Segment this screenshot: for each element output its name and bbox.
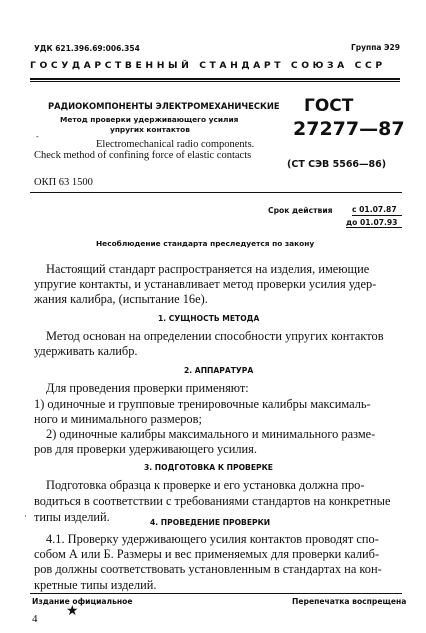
section-3-heading: 3. ПОДГОТОВКА К ПРОВЕРКЕ [144, 463, 273, 472]
section-4-heading: 4. ПРОВЕДЕНИЕ ПРОВЕРКИ [150, 518, 271, 527]
validity-label: Срок действия [268, 206, 333, 215]
section-2-line: ров для проверки удерживающего усилия. [34, 442, 257, 456]
intro-line: упругие контакты, и устанавливает метод проверки усилия удер- [34, 277, 377, 291]
section-3-line: водиться в соответствии с требованиями стандартов на конкретные [34, 494, 391, 508]
intro-line: жания калибра, (испытание 16е). [34, 292, 208, 306]
star-icon: ★ [66, 604, 79, 619]
gost-number: 27277—87 [293, 118, 405, 140]
header-rule-thick [30, 78, 400, 80]
margin-dot-mark: · [24, 511, 27, 521]
section-4-line: 4.1. Проверку удерживающего усилия контактов проводят спо- [46, 532, 379, 546]
section-1-line: удерживать калибр. [34, 344, 138, 358]
validity-underline-to [346, 227, 402, 228]
okp-rule [30, 192, 402, 193]
section-2-line: Для проведения проверки применяют: [46, 381, 249, 395]
header-rule-thin [30, 81, 400, 82]
section-2-line: 2) одиночные калибры максимального и минимального разме- [46, 427, 376, 441]
section-2-line: ного и минимального размеров; [34, 412, 202, 426]
udc-code: УДК 621.396.69:006.354 [34, 44, 140, 53]
group-code: Группа Э29 [350, 43, 400, 52]
state-standard-banner: ГОСУДАРСТВЕННЫЙ СТАНДАРТ СОЮЗА ССР [30, 60, 386, 71]
page-number: 4 [32, 613, 38, 625]
standard-title-en-line2: Check method of confining force of elastic contacts [34, 150, 252, 161]
reprint-notice: Перепечатка воспрещена [292, 597, 407, 606]
section-2-line: 1) одиночные и групповые тренировочные калибры максималь- [34, 397, 371, 411]
standard-subtitle-ru-line1: Метод проверки удерживающего усилия [60, 115, 239, 124]
standard-title-ru: РАДИОКОМПОНЕНТЫ ЭЛЕКТРОМЕХАНИЧЕСКИЕ [48, 101, 280, 111]
cmea-reference: (СТ СЭВ 5566—86) [287, 159, 387, 170]
legal-notice: Несоблюдение стандарта преследуется по закону [96, 239, 315, 248]
section-1-line: Метод основан на определении способности упругих контактов [46, 329, 384, 343]
section-4-line: собом А или Б. Размеры и вес применяемых для проверки калиб- [34, 547, 380, 561]
section-4-line: ров должны соответствовать установленным в стандартах на кон- [34, 562, 382, 576]
section-3-line: типы изделий. [34, 510, 110, 524]
section-4-line: кретные типы изделий. [34, 578, 157, 592]
validity-underline-from [352, 215, 402, 216]
validity-to: до 01.07.93 [346, 218, 398, 227]
okp-code: ОКП 63 1500 [34, 177, 93, 188]
section-3-line: Подготовка образца к проверке и его установка должна про- [46, 478, 365, 492]
standard-subtitle-ru-line2: упругих контактов [110, 125, 190, 134]
validity-from: с 01.07.87 [352, 205, 397, 214]
edition-label: Издание официальное [32, 597, 133, 606]
gost-label: ГОСТ [304, 96, 354, 116]
section-2-heading: 2. АППАРАТУРА [184, 366, 254, 375]
title-dash: - [36, 132, 39, 141]
intro-line: Настоящий стандарт распространяется на изделия, имеющие [46, 262, 370, 276]
standard-title-en-line1: Electromechanical radio components. [96, 139, 255, 150]
section-1-heading: 1. СУЩНОСТЬ МЕТОДА [158, 314, 260, 323]
